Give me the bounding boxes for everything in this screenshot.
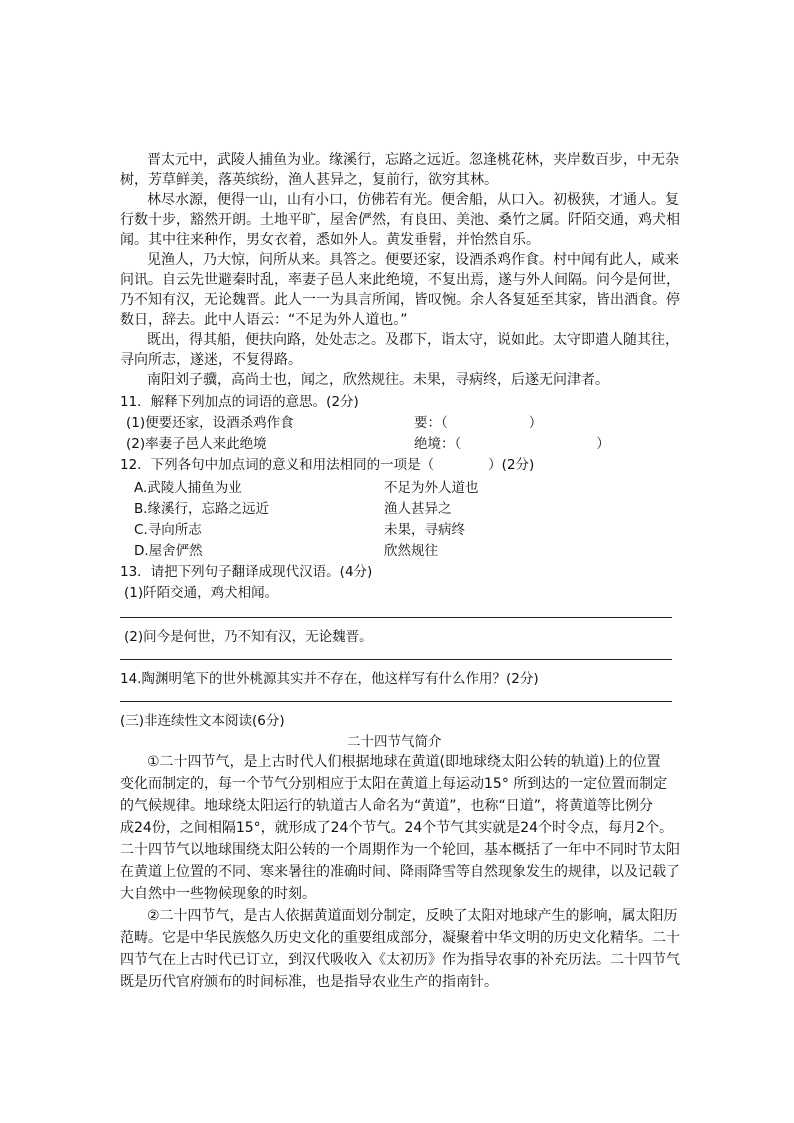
question-11-answer-2: 绝境：（ ） — [414, 436, 610, 452]
article-line: 成24份，之间相隔15°，就形成了24个节气。24个节气其实就是24个时令点，每月2个。 — [120, 820, 673, 836]
option-b-left: B.缘溪行，忘路之远近 — [134, 501, 270, 517]
passage-line: 晋太元中，武陵人捕鱼为业。缘溪行，忘路之远近。忽逢桃花林，夹岸数百步，中无杂 — [147, 152, 679, 168]
option-d-left: D.屋舍俨然 — [134, 543, 203, 559]
question-13-stem: 13．请把下列句子翻译成现代汉语。(4分) — [120, 564, 373, 580]
question-13-item-2: (2)问今是何世，乃不知有汉，无论魏晋。 — [124, 629, 373, 645]
article-line: 在黄道上位置的不同、寒来暑往的准确时间、降雨降雪等自然现象发生的规律，以及记载了 — [120, 864, 680, 880]
section-3-heading: (三)非连续性文本阅读(6分) — [120, 713, 285, 729]
passage-line: 问讯。自云先世避秦时乱，率妻子邑人来此绝境，不复出焉，遂与外人间隔。问今是何世， — [120, 272, 680, 288]
article-line: 大自然中一些物候现象的时刻。 — [120, 886, 316, 902]
question-14-stem: 14.陶渊明笔下的世外桃源其实并不存在，他这样写有什么作用？(2分) — [120, 671, 539, 687]
article-line: 四节气在上古时代已订立，到汉代吸收入《太初历》作为指导农事的补充历法。二十四节气 — [120, 952, 680, 968]
passage-line: 既出，得其船，便扶向路，处处志之。及郡下，诣太守，说如此。太守即遣人随其往， — [147, 332, 679, 348]
option-c-right: 未果，寻病终 — [384, 522, 465, 538]
article-line: 范畴。它是中华民族悠久历史文化的重要组成部分，凝聚着中华文明的历史文化精华。二十 — [120, 930, 680, 946]
option-c-left: C.寻向所志 — [134, 522, 202, 538]
passage-line: 数日，辞去。此中人语云：“不足为外人道也。” — [120, 312, 408, 328]
article-line: 二十四节气以地球围绕太阳公转的一个周期作为一个轮回，基本概括了一年中不同时节太阳 — [120, 842, 680, 858]
option-d-right: 欣然规往 — [384, 543, 438, 559]
option-b-right: 渔人甚异之 — [384, 501, 452, 517]
question-11-stem: 11．解释下列加点的词语的意思。(2分) — [120, 394, 359, 410]
question-11-item-2: (2)率妻子邑人来此绝境 — [126, 436, 267, 452]
option-a-left: A.武陵人捕鱼为业 — [134, 480, 242, 496]
article-line: 的气候规律。地球绕太阳运行的轨道古人命名为“黄道”，也称“日道”，将黄道等比例分 — [120, 798, 654, 814]
question-12-stem: 12．下列各句中加点词的意义和用法相同的一项是（ ）(2分) — [120, 457, 535, 473]
answer-line[interactable] — [120, 659, 672, 660]
article-title: 二十四节气简介 — [347, 734, 442, 750]
answer-line[interactable] — [120, 701, 672, 702]
passage-line: 闻。其中往来种作，男女衣着，悉如外人。黄发垂髫，并怡然自乐。 — [120, 232, 540, 248]
passage-line: 林尽水源，便得一山，山有小口，仿佛若有光。便舍船，从口入。初极狭，才通人。复 — [147, 192, 679, 208]
passage-line: 南阳刘子骥，高尚士也，闻之，欣然规往。未果，寻病终，后遂无问津者。 — [147, 372, 609, 388]
article-line: ①二十四节气，是上古时代人们根据地球在黄道(即地球绕太阳公转的轨道)上的位置 — [147, 754, 661, 770]
passage-line: 寻向所志，遂迷，不复得路。 — [120, 352, 302, 368]
passage-line: 乃不知有汉，无论魏晋。此人一一为具言所闻，皆叹惋。余人各复延至其家，皆出酒食。停 — [120, 292, 680, 308]
passage-line: 见渔人，乃大惊，问所从来。具答之。便要还家，设酒杀鸡作食。村中闻有此人，咸来 — [147, 252, 679, 268]
option-a-right: 不足为外人道也 — [384, 480, 479, 496]
question-11-answer-1: 要：（ ） — [414, 415, 543, 431]
article-line: ②二十四节气，是古人依据黄道面划分制定，反映了太阳对地球产生的影响，属太阳历 — [147, 908, 678, 924]
question-11-item-1: (1)便要还家，设酒杀鸡作食 — [126, 415, 294, 431]
question-13-item-1: (1)阡陌交通，鸡犬相闻。 — [124, 585, 279, 601]
passage-line: 树，芳草鲜美，落英缤纷，渔人甚异之，复前行，欲穷其林。 — [120, 172, 498, 188]
article-line: 既是历代官府颁布的时间标准，也是指导农业生产的指南针。 — [120, 974, 498, 990]
article-line: 变化而制定的，每一个节气分别相应于太阳在黄道上每运动15° 所到达的一定位置而制定 — [120, 776, 668, 792]
passage-line: 行数十步，豁然开朗。土地平旷，屋舍俨然，有良田、美池、桑竹之属。阡陌交通，鸡犬相 — [120, 212, 680, 228]
answer-line[interactable] — [120, 617, 672, 618]
